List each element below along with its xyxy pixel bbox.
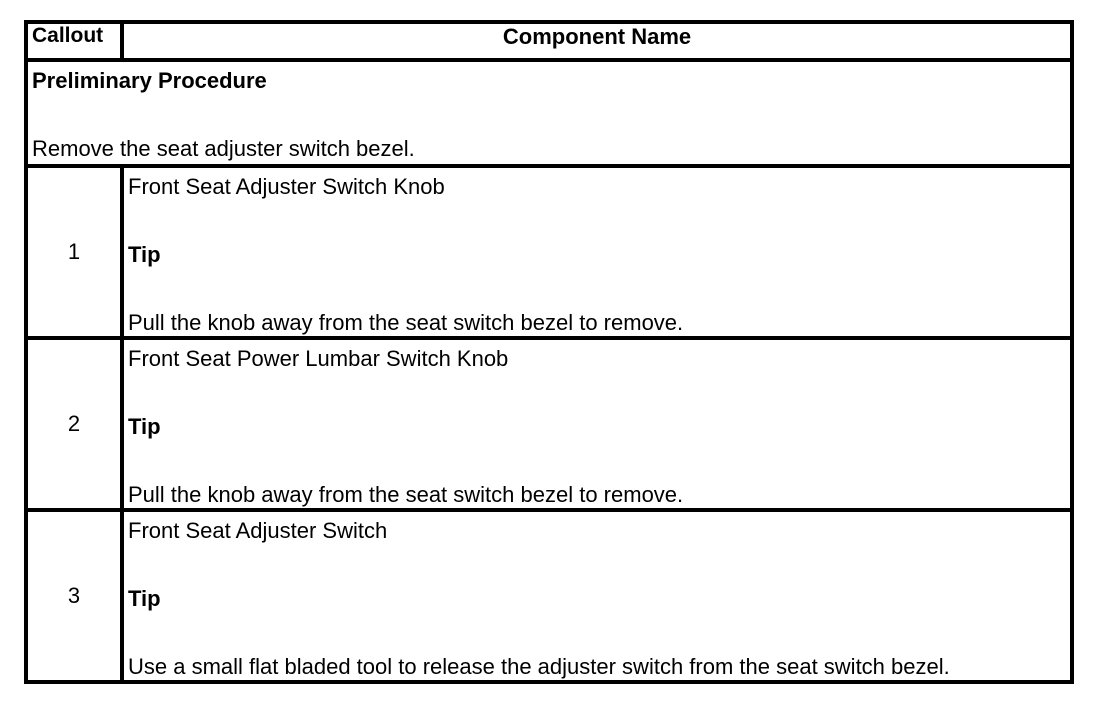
component-name: Front Seat Adjuster Switch xyxy=(128,518,388,543)
component-cell xyxy=(122,166,1072,338)
tip-text: Use a small flat bladed tool to release the adjuster switch from the seat switch bezel. xyxy=(128,654,950,679)
tip-text: Pull the knob away from the seat switch bezel to remove. xyxy=(128,310,684,335)
component-cell xyxy=(122,338,1072,510)
tip-label: Tip xyxy=(128,414,161,439)
preliminary-row xyxy=(26,60,1072,166)
preliminary-cell xyxy=(26,60,1072,166)
callout-number: 2 xyxy=(26,338,122,510)
preliminary-text: Remove the seat adjuster switch bezel. xyxy=(32,136,415,161)
table-row xyxy=(26,166,1072,338)
preliminary-title: Preliminary Procedure xyxy=(32,68,267,93)
tip-label: Tip xyxy=(128,242,161,267)
table-row xyxy=(26,510,1072,682)
header-row xyxy=(26,22,1072,60)
component-name: Front Seat Power Lumbar Switch Knob xyxy=(128,346,509,371)
table-row xyxy=(26,338,1072,510)
callout-number: 1 xyxy=(26,166,122,338)
callout-header: Callout xyxy=(26,22,122,60)
procedure-table xyxy=(24,20,1074,684)
callout-number: 3 xyxy=(26,510,122,682)
component-cell xyxy=(122,510,1072,682)
component-name: Front Seat Adjuster Switch Knob xyxy=(128,174,445,199)
component-name-header: Component Name xyxy=(122,22,1072,60)
tip-label: Tip xyxy=(128,586,161,611)
tip-text: Pull the knob away from the seat switch bezel to remove. xyxy=(128,482,684,507)
